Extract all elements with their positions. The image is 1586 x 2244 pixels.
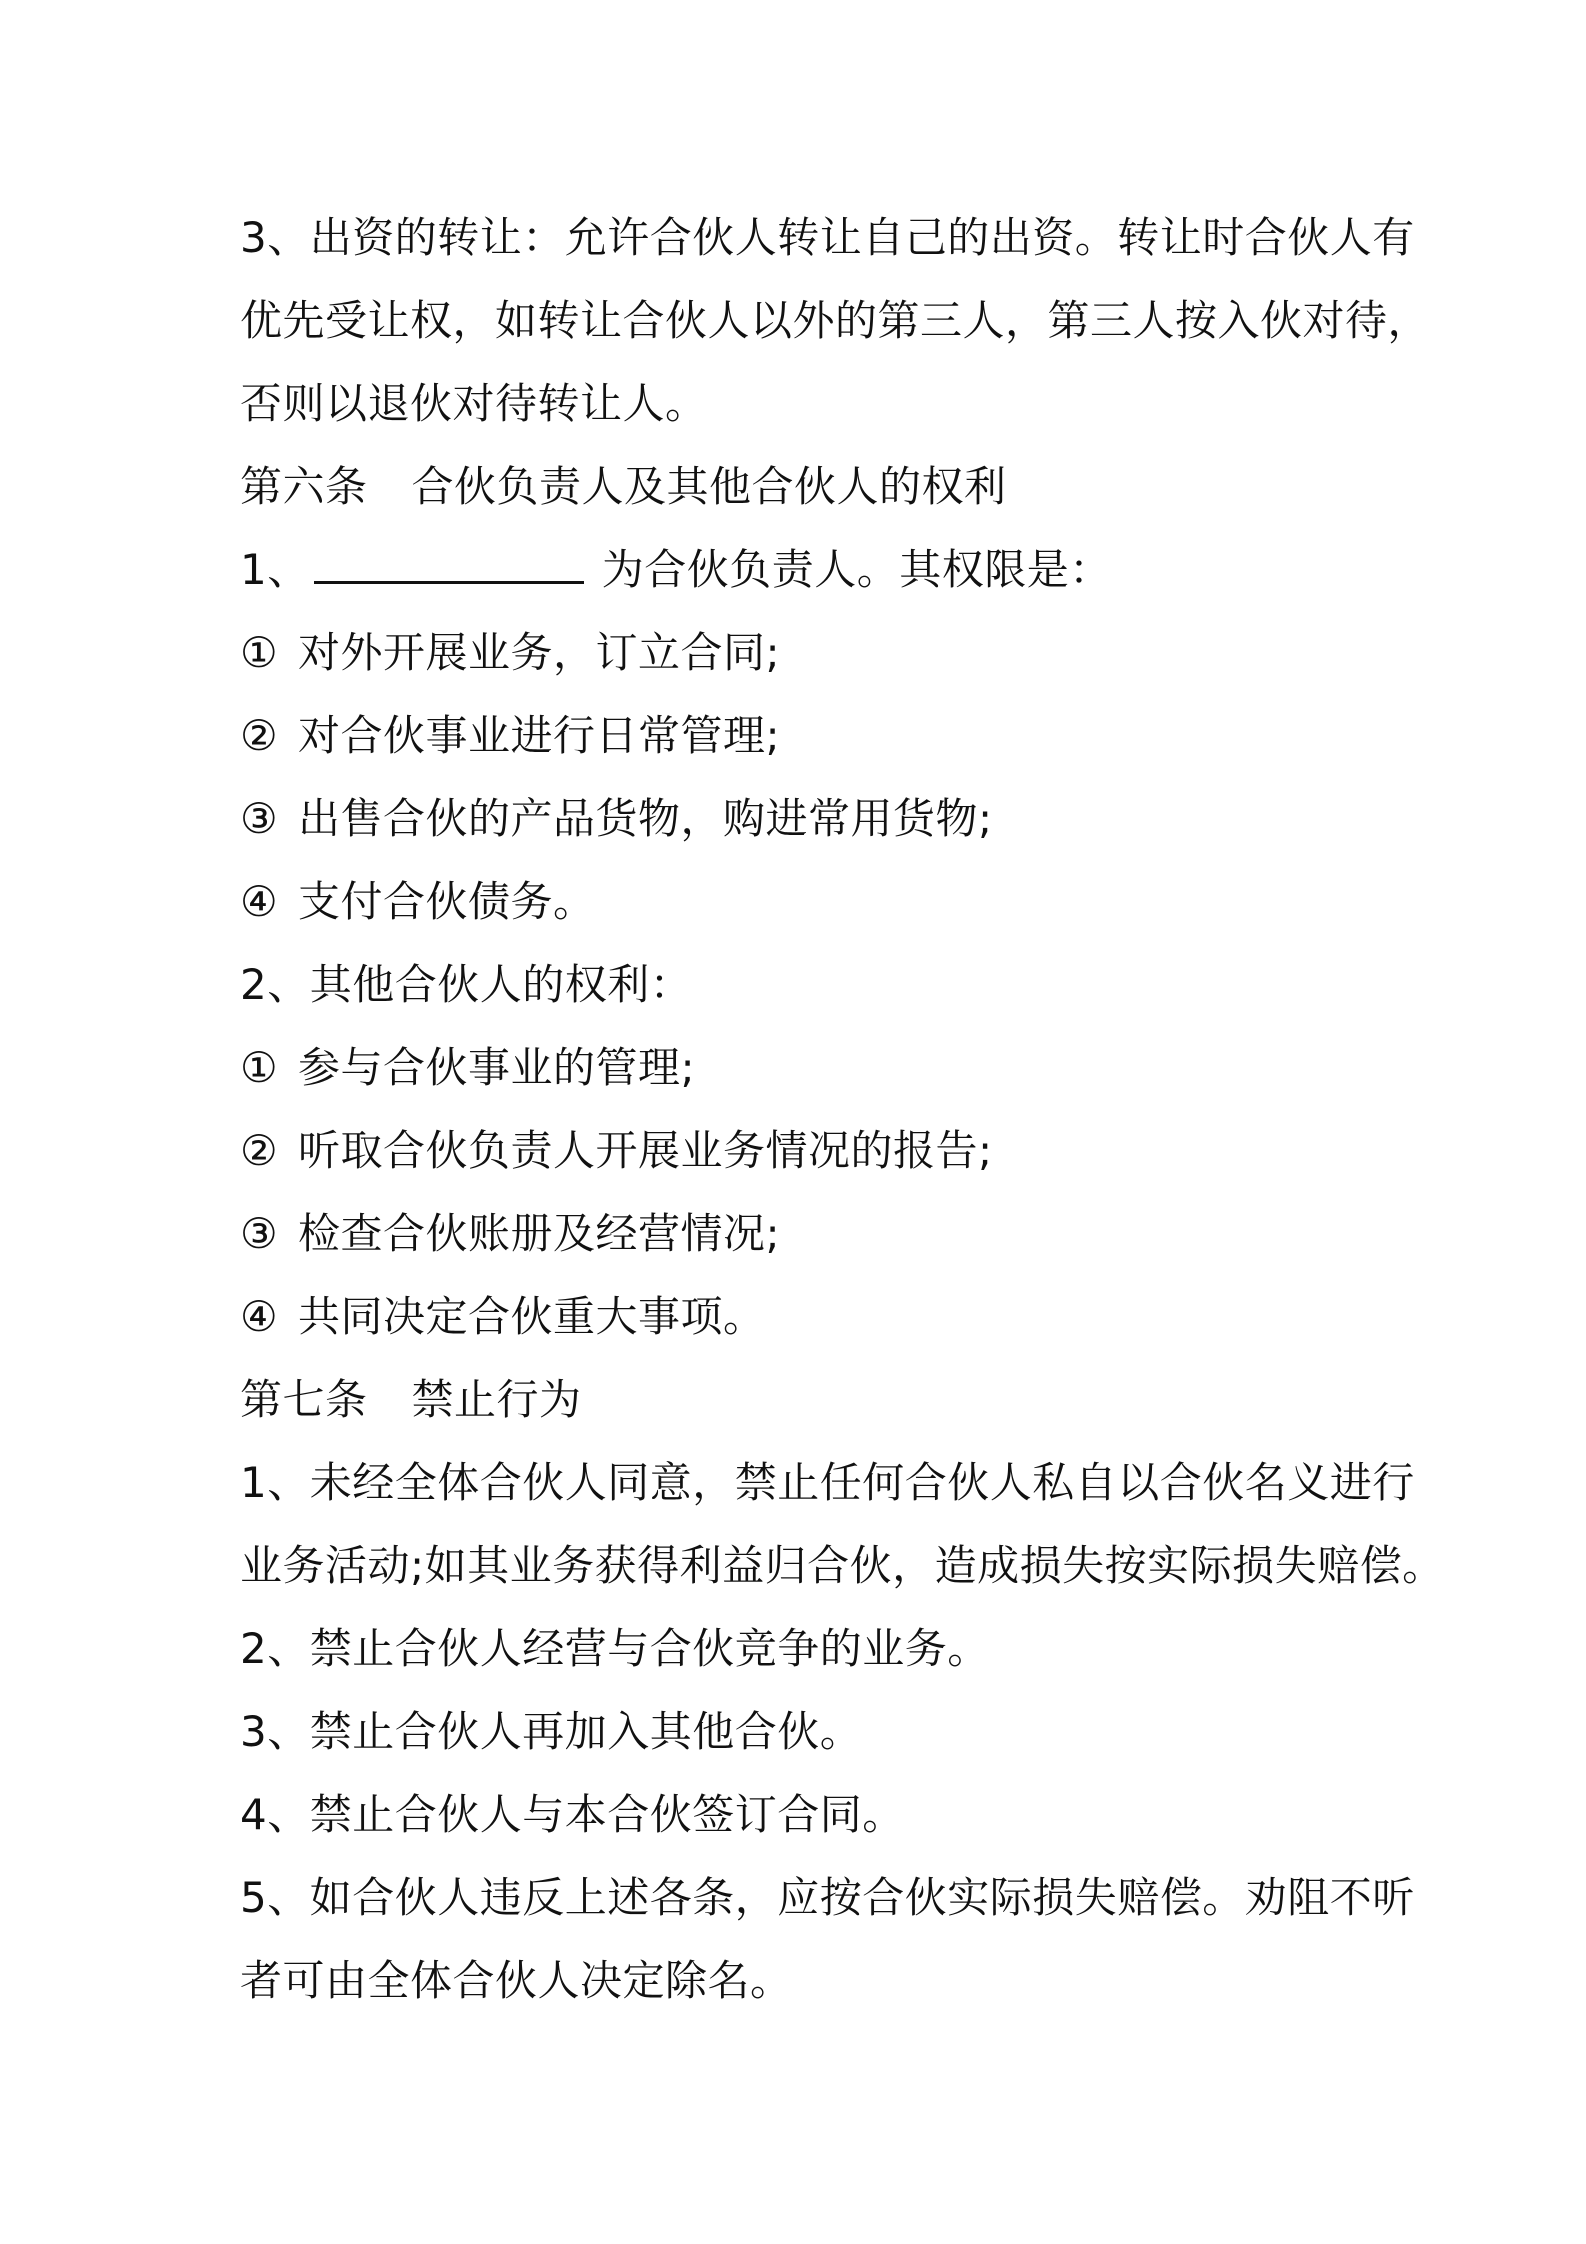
circled-number: ③ [240, 794, 279, 843]
article-7-heading [240, 1358, 1370, 1441]
circled-number: ① [240, 1043, 279, 1092]
item-text: 为合伙负责人。其权限是： [601, 545, 1112, 594]
list-item-text: 参与合伙事业的管理; [298, 1043, 696, 1092]
paragraph-line: 2、禁止合伙人经营与合伙竞争的业务。 [240, 1624, 990, 1673]
paragraph-line: 4、禁止合伙人与本合伙签订合同。 [240, 1790, 905, 1839]
circled-number: ② [240, 1126, 279, 1175]
list-item [240, 611, 1370, 694]
article-title: 合伙负责人及其他合伙人的权利 [411, 462, 1007, 511]
paragraph-line: 3、禁止合伙人再加入其他合伙。 [240, 1707, 863, 1756]
list-item-text: 对外开展业务，订立合同; [298, 628, 781, 677]
document-body [240, 196, 1445, 2022]
list-item [240, 777, 1370, 860]
list-item [240, 860, 1370, 943]
list-item-text: 出售合伙的产品货物，购进常用货物; [298, 794, 993, 843]
list-item [240, 1109, 1370, 1192]
article-title: 禁止行为 [411, 1375, 582, 1424]
paragraph-line: 者可由全体合伙人决定除名。 [240, 1956, 793, 2005]
list-item [240, 1026, 1370, 1109]
circled-number: ① [240, 628, 279, 677]
list-item [240, 1275, 1370, 1358]
article-6-item-1 [240, 528, 1370, 611]
article-6-heading [240, 445, 1370, 528]
paragraph-line: 5、如合伙人违反上述各条，应按合伙实际损失赔偿。劝阻不听 [240, 1873, 1415, 1922]
list-item [240, 1192, 1370, 1275]
paragraph-line: 优先受让权，如转让合伙人以外的第三人，第三人按入伙对待， [240, 296, 1431, 345]
article-number: 第六条 [240, 462, 368, 511]
item-number: 1、 [240, 545, 310, 594]
article-6-item-2: 2、其他合伙人的权利： [240, 960, 693, 1009]
list-item-text: 共同决定合伙重大事项。 [298, 1292, 766, 1341]
list-item-text: 对合伙事业进行日常管理; [298, 711, 781, 760]
article-number: 第七条 [240, 1375, 368, 1424]
circled-number: ③ [240, 1209, 279, 1258]
paragraph-line: 否则以退伙对待转让人。 [240, 379, 708, 428]
circled-number: ② [240, 711, 279, 760]
fill-in-blank [314, 541, 584, 584]
list-item-text: 支付合伙债务。 [298, 877, 596, 926]
list-item [240, 694, 1370, 777]
paragraph-line: 1、未经全体合伙人同意，禁止任何合伙人私自以合伙名义进行 [240, 1458, 1415, 1507]
paragraph-line: 业务活动;如其业务获得利益归合伙，造成损失按实际损失赔偿。 [240, 1541, 1445, 1590]
circled-number: ④ [240, 1292, 279, 1341]
list-item-text: 检查合伙账册及经营情况; [298, 1209, 781, 1258]
circled-number: ④ [240, 877, 279, 926]
list-item-text: 听取合伙负责人开展业务情况的报告; [298, 1126, 993, 1175]
paragraph-line: 3、出资的转让：允许合伙人转让自己的出资。转让时合伙人有 [240, 213, 1415, 262]
